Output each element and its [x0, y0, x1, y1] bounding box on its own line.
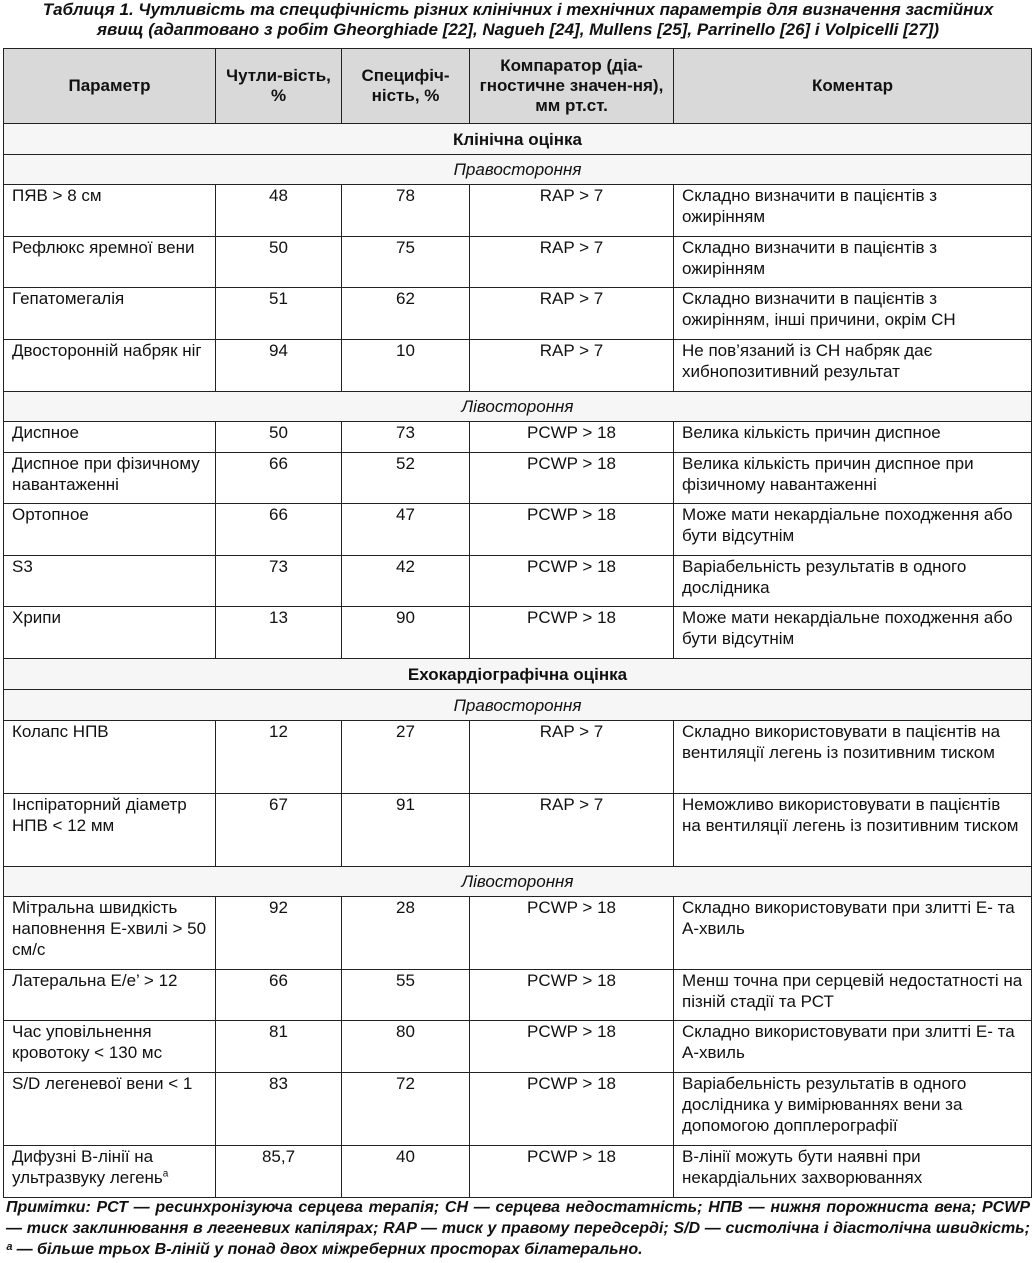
cell-sensitivity: 66 — [216, 453, 342, 504]
cell-comment: Може мати некардіальне походження або бути відсутнім — [674, 504, 1032, 556]
cell-comment: В-лінії можуть бути наявні при некардіальних захворюваннях — [674, 1146, 1032, 1198]
cell-comparator: PCWP > 18 — [470, 556, 674, 607]
cell-comparator: PCWP > 18 — [470, 897, 674, 970]
parameter-text: Ортопное — [12, 505, 89, 524]
cell-specificity: 10 — [342, 340, 470, 392]
cell-parameter — [4, 794, 216, 867]
group-title: Лівостороння — [4, 867, 1032, 897]
group-title: Правостороння — [4, 155, 1032, 185]
cell-sensitivity: 50 — [216, 237, 342, 288]
cell-specificity: 75 — [342, 237, 470, 288]
parameter-text: Мітральна швидкість наповнення Е-хвилі > 50 см/с — [12, 898, 207, 959]
group-row — [4, 155, 1032, 185]
cell-sensitivity: 48 — [216, 185, 342, 237]
cell-comment: Складно визначити в пацієнтів з ожирінням — [674, 185, 1032, 237]
cell-parameter — [4, 1073, 216, 1146]
group-row — [4, 392, 1032, 422]
cell-parameter — [4, 970, 216, 1021]
cell-comparator: PCWP > 18 — [470, 422, 674, 453]
cell-comparator: PCWP > 18 — [470, 504, 674, 556]
cell-sensitivity: 13 — [216, 607, 342, 659]
table-row — [4, 1021, 1032, 1073]
table-row — [4, 970, 1032, 1021]
cell-parameter — [4, 1146, 216, 1198]
cell-comparator: PCWP > 18 — [470, 1146, 674, 1198]
cell-comment: Складно визначити в пацієнтів з ожирінням — [674, 237, 1032, 288]
cell-comment: Велика кількість причин диспное — [674, 422, 1032, 453]
table-caption — [4, 0, 1032, 39]
cell-sensitivity: 67 — [216, 794, 342, 867]
cell-parameter — [4, 504, 216, 556]
cell-specificity: 90 — [342, 607, 470, 659]
cell-specificity: 27 — [342, 721, 470, 794]
parameter-text: Латеральна Е/е’ > 12 — [12, 971, 178, 990]
table-row — [4, 721, 1032, 794]
parameter-text: Рефлюкс яремної вени — [12, 238, 195, 257]
group-row — [4, 867, 1032, 897]
cell-specificity: 72 — [342, 1073, 470, 1146]
table-row — [4, 237, 1032, 288]
group-title: Правостороння — [4, 690, 1032, 721]
cell-sensitivity: 81 — [216, 1021, 342, 1073]
table-row — [4, 1146, 1032, 1198]
table-row — [4, 1073, 1032, 1146]
cell-comparator: RAP > 7 — [470, 288, 674, 340]
cell-specificity: 42 — [342, 556, 470, 607]
parameter-text: Диспное — [12, 423, 80, 442]
cell-comparator: RAP > 7 — [470, 721, 674, 794]
cell-comment: Менш точна при серцевій недостатності на пізній стадії та РСТ — [674, 970, 1032, 1021]
data-table — [3, 48, 1032, 1198]
cell-parameter — [4, 556, 216, 607]
cell-specificity: 47 — [342, 504, 470, 556]
table-row — [4, 556, 1032, 607]
table-row — [4, 607, 1032, 659]
parameter-text: Колапс НПВ — [12, 722, 109, 741]
cell-comment: Складно визначити в пацієнтів з ожирінням, інші причини, окрім СН — [674, 288, 1032, 340]
cell-specificity: 28 — [342, 897, 470, 970]
group-row — [4, 690, 1032, 721]
cell-sensitivity: 51 — [216, 288, 342, 340]
cell-comparator: PCWP > 18 — [470, 453, 674, 504]
cell-sensitivity: 94 — [216, 340, 342, 392]
cell-specificity: 80 — [342, 1021, 470, 1073]
cell-comment: Варіабельність результатів в одного дослідника — [674, 556, 1032, 607]
cell-comment: Не пов’язаний із СН набряк дає хибнопозитивний результат — [674, 340, 1032, 392]
table-header-row — [4, 49, 1032, 124]
cell-comparator: PCWP > 18 — [470, 970, 674, 1021]
cell-parameter — [4, 288, 216, 340]
cell-comment: Складно використовувати при злитті Е- та А-хвиль — [674, 1021, 1032, 1073]
parameter-text: Диспное при фізичному навантаженні — [12, 454, 200, 494]
table-row — [4, 504, 1032, 556]
cell-comment: Неможливо використовувати в пацієнтів на вентиляції легень із позитивним тиском — [674, 794, 1032, 867]
cell-comment: Велика кількість причин диспное при фізичному навантаженні — [674, 453, 1032, 504]
table-row — [4, 897, 1032, 970]
cell-comparator: RAP > 7 — [470, 340, 674, 392]
header-sensitivity: Чутли-вість, % — [216, 49, 342, 124]
caption-line-2: явищ (адаптовано з робіт Gheorghiade [22], Nagueh [24], Mullens [25], Parrinello [26] і Volpicelli [27]) — [97, 19, 939, 39]
cell-parameter — [4, 1021, 216, 1073]
parameter-text: Час уповільнення кровотоку < 130 мс — [12, 1022, 163, 1062]
caption-line-1: Таблиця 1. Чутливість та специфічність різних клінічних і технічних параметрів для визначення застійних — [42, 0, 994, 19]
cell-specificity: 52 — [342, 453, 470, 504]
cell-parameter — [4, 237, 216, 288]
cell-parameter — [4, 340, 216, 392]
section-title: Ехокардіографічна оцінка — [4, 659, 1032, 690]
cell-sensitivity: 92 — [216, 897, 342, 970]
cell-comment: Варіабельність результатів в одного дослідника у вимірюваннях вени за допомогою допплерографії — [674, 1073, 1032, 1146]
cell-sensitivity: 50 — [216, 422, 342, 453]
section-title: Клінічна оцінка — [4, 124, 1032, 155]
parameter-text: Гепатомегалія — [12, 289, 125, 308]
table-row — [4, 794, 1032, 867]
cell-sensitivity: 12 — [216, 721, 342, 794]
cell-parameter — [4, 897, 216, 970]
table-body — [4, 124, 1032, 1198]
parameter-text: Хрипи — [12, 608, 61, 627]
parameter-text: Інспіраторний діаметр НПВ < 12 мм — [12, 795, 187, 835]
cell-parameter — [4, 185, 216, 237]
cell-specificity: 78 — [342, 185, 470, 237]
table-notes: Примітки: РСТ — ресинхронізуюча серцева терапія; СН — серцева недостатність; НПВ — нижня порожниста вена; PCWP — тиск заклинювання в легеневих капілярах; RAP — тиск у правому передсерді; S/D — систолічна і діастолічна швидкість; ᵃ — більше трьох В-ліній у понад двох міжреберних просторах білатерально. — [6, 1199, 1030, 1258]
cell-specificity: 91 — [342, 794, 470, 867]
footnote-marker: а — [162, 1168, 169, 1180]
cell-parameter — [4, 453, 216, 504]
table-row — [4, 288, 1032, 340]
cell-parameter — [4, 422, 216, 453]
table-row — [4, 453, 1032, 504]
cell-comparator: PCWP > 18 — [470, 607, 674, 659]
group-title: Лівостороння — [4, 392, 1032, 422]
cell-specificity: 40 — [342, 1146, 470, 1198]
cell-comparator: RAP > 7 — [470, 794, 674, 867]
table-row — [4, 340, 1032, 392]
cell-specificity: 55 — [342, 970, 470, 1021]
parameter-text: S/D легеневої вени < 1 — [12, 1074, 193, 1093]
cell-sensitivity: 85,7 — [216, 1146, 342, 1198]
cell-sensitivity: 83 — [216, 1073, 342, 1146]
cell-specificity: 62 — [342, 288, 470, 340]
cell-comparator: RAP > 7 — [470, 185, 674, 237]
table-row — [4, 422, 1032, 453]
cell-comment: Складно використовувати при злитті Е- та А-хвиль — [674, 897, 1032, 970]
cell-parameter — [4, 607, 216, 659]
cell-comment: Складно використовувати в пацієнтів на вентиляції легень із позитивним тиском — [674, 721, 1032, 794]
cell-comment: Може мати некардіальне походження або бути відсутнім — [674, 607, 1032, 659]
header-parameter: Параметр — [4, 49, 216, 124]
cell-specificity: 73 — [342, 422, 470, 453]
cell-parameter — [4, 721, 216, 794]
cell-comparator: PCWP > 18 — [470, 1073, 674, 1146]
header-comparator: Компаратор (діа-гностичне значен-ня), мм рт.ст. — [470, 49, 674, 124]
parameter-text: ПЯВ > 8 см — [12, 186, 102, 205]
parameter-text: S3 — [12, 557, 33, 576]
parameter-text: Дифузні В-лінії на ультразвуку легень — [12, 1147, 163, 1187]
cell-comparator: PCWP > 18 — [470, 1021, 674, 1073]
section-row — [4, 124, 1032, 155]
parameter-text: Двосторонній набряк ніг — [12, 341, 202, 360]
section-row — [4, 659, 1032, 690]
header-comment: Коментар — [674, 49, 1032, 124]
header-specificity: Специфіч-ність, % — [342, 49, 470, 124]
cell-sensitivity: 66 — [216, 970, 342, 1021]
cell-comparator: RAP > 7 — [470, 237, 674, 288]
cell-sensitivity: 66 — [216, 504, 342, 556]
table-row — [4, 185, 1032, 237]
cell-sensitivity: 73 — [216, 556, 342, 607]
